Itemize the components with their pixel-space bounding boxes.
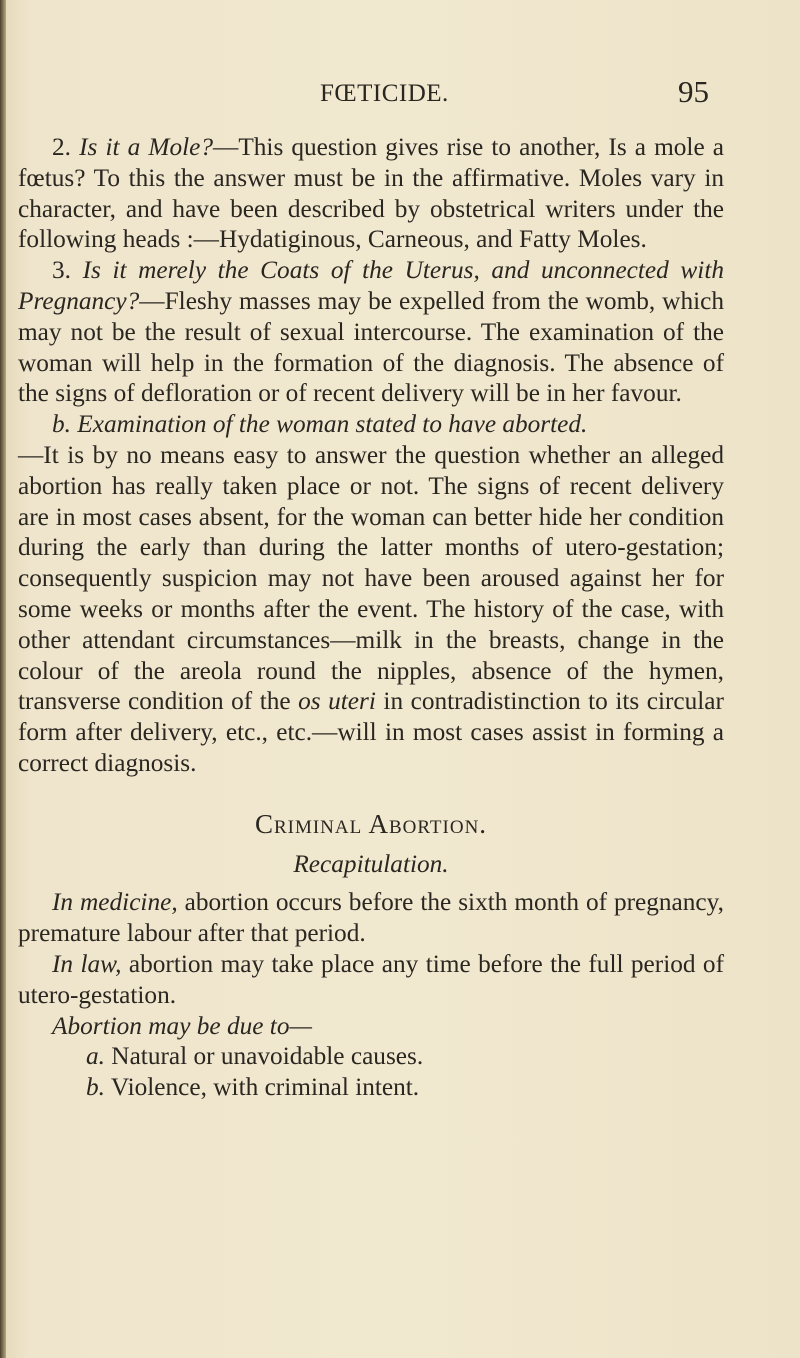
paragraph-body: —It is by no means easy to answer the question whether an alleged abortion has really taken place or not. The signs of recent delivery are in most cases absent, for the woman can better hide her condition during the early than during the latter months of utero-gestation; consequently suspicion may not have been aroused against her for some weeks or months after the event. The history of the case, with other attendant circumstances—milk in the breasts, change in the colour of the areola round the nipples, absence of the hymen, transverse condition of the [18,440,724,716]
item-heading: Is it a Mole? [79,133,214,161]
recap-body: abortion occurs before the sixth month of pregnancy, premature labour after that period. [18,888,724,948]
item-heading: b. Examination of the woman stated to have aborted. [52,410,588,439]
paragraph-body-cont: in contradistinction to its circular form after delivery, etc., etc.—will in most cases assist in forming a correct diagnosis. [18,687,724,777]
page-header [0,74,800,114]
paragraph-body: —This question gives rise to another, Is a mole a fœtus? To this the answer must be in the affirmative. Moles vary in character, and have been described by obstetrical writers under the following heads :—Hydatiginous, Carneous, and Fatty Moles. [18,133,725,254]
cause-text: Violence, with criminal intent. [104,1073,420,1102]
cause-letter: a. [86,1042,105,1071]
section-subtitle: Recapitulation. [293,849,449,878]
body-text [18,132,724,1103]
paragraph-coats [18,255,724,409]
paragraph-examination-body [18,440,724,779]
recap-law [18,949,724,1011]
cause-text: Natural or unavoidable causes. [104,1042,424,1071]
recap-body: abortion may take place any time before the full period of utero-gestation. [18,949,724,1009]
item-heading: Is it merely the Coats of the Uterus, and unconnected with Pregnancy? [18,256,725,315]
recap-due-to: Abortion may be due to— [52,1011,312,1040]
item-number: 2. [52,133,71,161]
item-number: 3. [52,256,71,285]
running-title: FŒTICIDE. [320,80,449,107]
cause-letter: b. [86,1073,105,1102]
term-os-uteri: os uteri [298,687,376,716]
recap-label: In medicine, [52,888,178,917]
recap-label: In law, [52,949,122,978]
section-title: Criminal Abortion. [254,808,488,839]
paragraph-mole [18,132,724,255]
page-number: 95 [678,74,709,109]
cause-b [18,1072,724,1103]
cause-a [18,1041,724,1072]
paragraph-body: —Fleshy masses may be expelled from the womb, which may not be the result of sexual intercourse. The examination of the woman will help in the formation of the diagnosis. The absence of the signs of defloration or of recent delivery will be in her favour. [18,286,724,408]
recap-medicine [18,887,724,949]
spacer [18,779,724,809]
paragraph-examination [18,409,724,440]
page-binding-edge [0,0,6,1358]
